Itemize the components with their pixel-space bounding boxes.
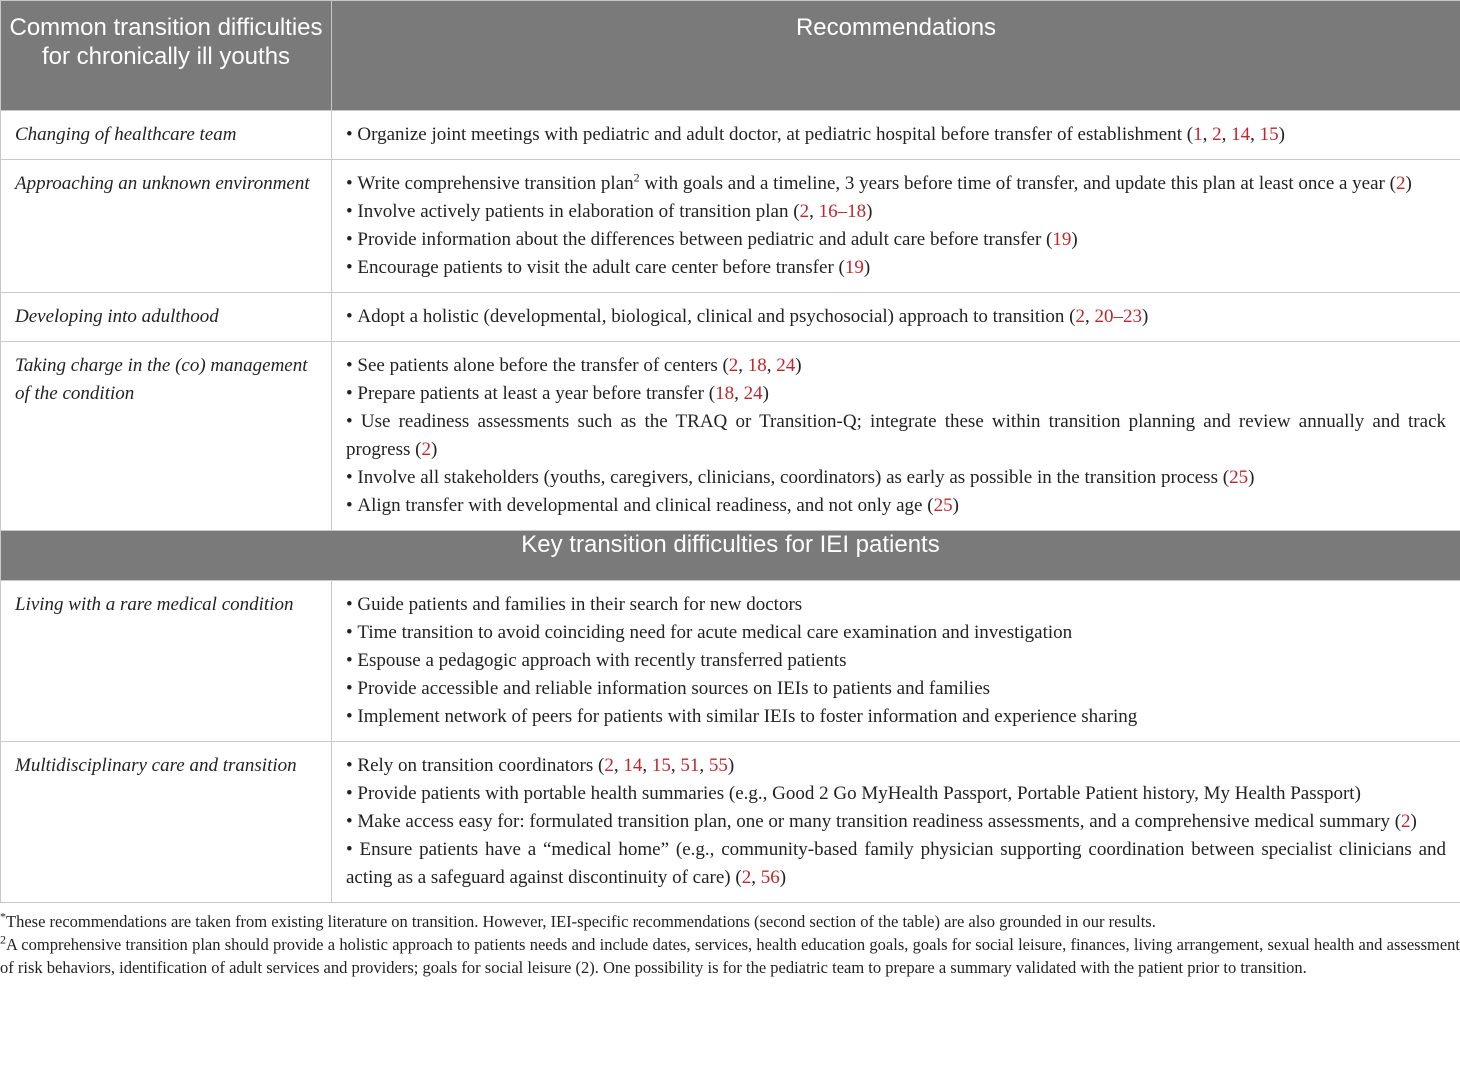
- section-title-iei: Key transition difficulties for IEI patients: [1, 531, 1460, 581]
- footnote-mark: *: [0, 909, 6, 924]
- table-row: [1, 581, 1460, 742]
- recommendation-list: [346, 170, 1446, 282]
- recommendation-text: See patients alone before the transfer of centers (: [357, 355, 729, 376]
- recommendation-text: Provide accessible and reliable information sources on IEIs to patients and families: [357, 678, 991, 699]
- section-iei: [1, 581, 1460, 903]
- recommendation-item: [346, 226, 1446, 254]
- table-row: [1, 342, 1460, 531]
- difficulty-cell: Living with a rare medical condition: [1, 581, 332, 742]
- recommendation-text: Rely on transition coordinators (: [357, 755, 605, 776]
- recommendation-text: ): [1248, 467, 1255, 488]
- recommendation-item: [346, 836, 1446, 892]
- recommendation-item: [346, 752, 1446, 780]
- recommendation-text: ,: [1202, 124, 1213, 145]
- table-row: [1, 111, 1460, 160]
- recommendation-list: [346, 352, 1446, 520]
- recommendation-list: [346, 591, 1446, 731]
- recommendation-text: ,: [751, 867, 761, 888]
- recommendation-item: [346, 619, 1446, 647]
- table-header-row: [1, 1, 1460, 111]
- reference-link[interactable]: 16–18: [818, 201, 867, 222]
- reference-link[interactable]: 24: [776, 355, 796, 376]
- difficulty-cell: Developing into adulthood: [1, 293, 332, 342]
- recommendation-text: Provide patients with portable health summaries (e.g., Good 2 Go MyHealth Passport, Portable Patient history, My Health Passport): [357, 783, 1361, 804]
- recommendation-text: ): [952, 495, 959, 516]
- recommendations-cell: [332, 111, 1460, 160]
- reference-link[interactable]: 25: [1229, 467, 1249, 488]
- reference-link[interactable]: 2: [728, 355, 739, 376]
- reference-link[interactable]: 14: [623, 755, 643, 776]
- recommendation-item: [346, 198, 1446, 226]
- recommendation-text: ): [762, 383, 769, 404]
- reference-link[interactable]: 55: [708, 755, 728, 776]
- recommendation-item: [346, 352, 1446, 380]
- recommendation-text: ,: [699, 755, 709, 776]
- recommendation-text: ,: [1250, 124, 1260, 145]
- recommendation-item: [346, 121, 1446, 149]
- table-row: [1, 160, 1460, 293]
- recommendation-item: [346, 254, 1446, 282]
- reference-link[interactable]: 20–23: [1094, 306, 1143, 327]
- reference-link[interactable]: 14: [1231, 124, 1251, 145]
- recommendation-list: [346, 752, 1446, 892]
- recommendation-text: Ensure patients have a “medical home” (e.g., community-based family physician supporting coordination between specialist clinicians and acting as a safeguard against discontinuity of care) (: [346, 839, 1447, 888]
- recommendation-text: Prepare patients at least a year before transfer (: [357, 383, 716, 404]
- recommendation-text: ): [1405, 173, 1412, 194]
- reference-link[interactable]: 15: [1259, 124, 1279, 145]
- recommendation-text: Espouse a pedagogic approach with recently transferred patients: [357, 650, 847, 671]
- recommendation-text: with goals and a timeline, 3 years before time of transfer, and update this plan at least once a year (: [639, 173, 1396, 194]
- recommendation-item: [346, 464, 1446, 492]
- recommendation-text: Write comprehensive transition plan: [357, 173, 634, 194]
- recommendation-item: [346, 591, 1446, 619]
- recommendation-text: Provide information about the differences between pediatric and adult care before transfer (: [357, 229, 1053, 250]
- recommendation-text: ,: [613, 755, 624, 776]
- recommendation-text: ): [795, 355, 802, 376]
- section-header-row: [1, 531, 1460, 581]
- recommendation-list: [346, 121, 1446, 149]
- footnote-asterisk: [0, 910, 1460, 933]
- recommendation-text: Align transfer with developmental and clinical readiness, and not only age (: [357, 495, 934, 516]
- header-recommendations: Recommendations: [332, 1, 1460, 111]
- recommendation-text: Use readiness assessments such as the TRAQ or Transition-Q; integrate these within transition planning and review annually and track progress (: [346, 411, 1447, 460]
- recommendation-text: Involve all stakeholders (youths, caregivers, clinicians, coordinators) as early as possible in the transition process (: [357, 467, 1230, 488]
- recommendation-text: ,: [738, 355, 748, 376]
- recommendation-text: ,: [809, 201, 819, 222]
- recommendations-cell: [332, 160, 1460, 293]
- recommendation-item: [346, 170, 1446, 198]
- recommendation-item: [346, 647, 1446, 675]
- recommendation-item: [346, 380, 1446, 408]
- recommendation-text: Make access easy for: formulated transition plan, one or many transition readiness assessments, and a comprehensive medical summary (: [357, 811, 1402, 832]
- recommendation-item: [346, 780, 1446, 808]
- recommendation-list: [346, 303, 1446, 331]
- reference-link[interactable]: 2: [799, 201, 810, 222]
- recommendation-text: Implement network of peers for patients with similar IEIs to foster information and experience sharing: [357, 706, 1138, 727]
- recommendation-item: [346, 303, 1446, 331]
- reference-link[interactable]: 1: [1193, 124, 1203, 145]
- reference-link[interactable]: 15: [651, 755, 671, 776]
- reference-link[interactable]: 2: [1401, 811, 1411, 832]
- recommendation-text: ): [430, 439, 438, 460]
- reference-link[interactable]: 18: [747, 355, 767, 376]
- recommendation-text: ): [863, 257, 871, 278]
- reference-link[interactable]: 18: [715, 383, 735, 404]
- recommendation-text: Organize joint meetings with pediatric and adult doctor, at pediatric hospital before transfer of establishment (: [357, 124, 1194, 145]
- table-row: [1, 742, 1460, 903]
- recommendation-text: ,: [670, 755, 681, 776]
- footnote-mark: 2: [633, 170, 640, 185]
- recommendations-cell: [332, 342, 1460, 531]
- header-difficulties: Common transition difficulties for chronically ill youths: [1, 1, 332, 111]
- difficulty-cell: Changing of healthcare team: [1, 111, 332, 160]
- recommendation-item: [346, 703, 1446, 731]
- recommendation-item: [346, 675, 1446, 703]
- recommendation-text: ,: [1085, 306, 1095, 327]
- recommendation-item: [346, 808, 1446, 836]
- reference-link[interactable]: 2: [741, 867, 752, 888]
- footnote-2: [0, 933, 1460, 979]
- recommendation-text: Adopt a holistic (developmental, biological, clinical and psychosocial) approach to transition (: [357, 306, 1076, 327]
- reference-link[interactable]: 19: [1052, 229, 1072, 250]
- recommendation-item: [346, 492, 1446, 520]
- recommendation-text: ): [727, 755, 735, 776]
- recommendation-text: Involve actively patients in elaboration of transition plan (: [357, 201, 800, 222]
- reference-link[interactable]: 2: [1075, 306, 1086, 327]
- footnote-text: A comprehensive transition plan should provide a holistic approach to patients needs and include dates, services, health education goals, goals for social leisure, finances, living arrangement, sexual health and assessment of risk behaviors, identification of adult services and providers; goals for social leisure (2). One possibility is for the pediatric team to prepare a summary validated with the patient prior to transition.: [0, 935, 1460, 977]
- table-row: [1, 293, 1460, 342]
- recommendation-text: ): [779, 867, 787, 888]
- recommendation-text: Time transition to avoid coinciding need for acute medical care examination and investigation: [357, 622, 1073, 643]
- recommendations-cell: [332, 742, 1460, 903]
- reference-link[interactable]: 51: [680, 755, 700, 776]
- footnote-text: These recommendations are taken from existing literature on transition. However, IEI-specific recommendations (second section of the table) are also grounded in our results.: [6, 912, 1156, 931]
- footnotes: [0, 903, 1460, 979]
- difficulty-cell: Taking charge in the (co) management of the condition: [1, 342, 332, 531]
- difficulty-cell: Multidisciplinary care and transition: [1, 742, 332, 903]
- recommendation-text: Guide patients and families in their search for new doctors: [357, 594, 803, 615]
- reference-link[interactable]: 56: [760, 867, 780, 888]
- recommendation-text: ): [1278, 124, 1285, 145]
- reference-link[interactable]: 24: [743, 383, 763, 404]
- difficulty-cell: Approaching an unknown environment: [1, 160, 332, 293]
- recommendation-text: ,: [1221, 124, 1232, 145]
- recommendation-text: ): [866, 201, 873, 222]
- recommendation-text: ,: [734, 383, 744, 404]
- recommendation-text: ): [1071, 229, 1078, 250]
- reference-link[interactable]: 19: [844, 257, 864, 278]
- reference-link[interactable]: 25: [933, 495, 953, 516]
- footnote-mark: 2: [0, 932, 6, 947]
- reference-link[interactable]: 2: [421, 439, 431, 460]
- recommendation-text: ): [1410, 811, 1417, 832]
- recommendations-cell: [332, 293, 1460, 342]
- reference-link[interactable]: 2: [1212, 124, 1222, 145]
- recommendation-text: ): [1142, 306, 1149, 327]
- reference-link[interactable]: 2: [1395, 173, 1406, 194]
- recommendations-cell: [332, 581, 1460, 742]
- recommendation-text: ,: [766, 355, 777, 376]
- recommendation-item: [346, 408, 1446, 464]
- recommendation-text: Encourage patients to visit the adult care center before transfer (: [357, 257, 845, 278]
- section-general: [1, 111, 1460, 531]
- reference-link[interactable]: 2: [604, 755, 614, 776]
- recommendation-text: ,: [642, 755, 652, 776]
